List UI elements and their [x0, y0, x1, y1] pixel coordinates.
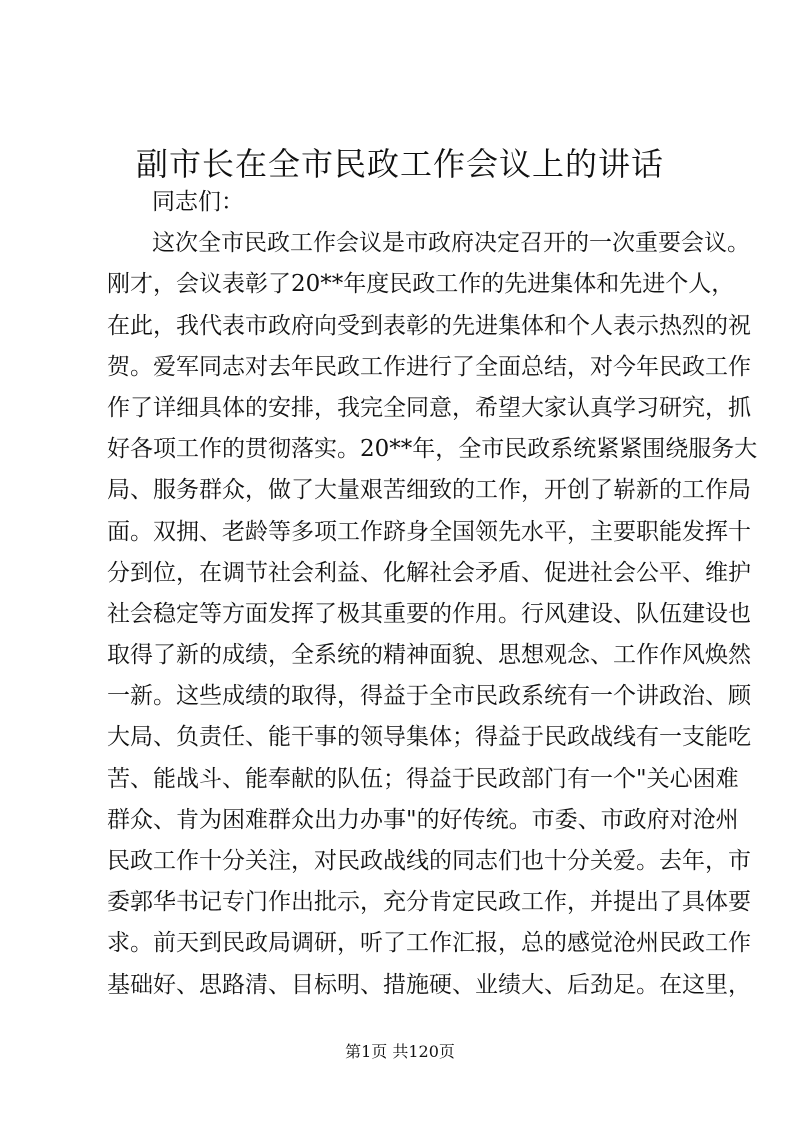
salutation-line: 同志们： — [152, 189, 244, 215]
body-line: 基础好、思路清、目标明、措施硬、业绩大、后劲足。在这里， — [107, 971, 751, 998]
body-line: 分到位，在调节社会利益、化解社会矛盾、促进社会公平、维护 — [107, 559, 751, 586]
body-line: 好各项工作的贯彻落实。20**年，全市民政系统紧紧围绕服务大 — [107, 436, 758, 463]
document-body — [0, 182, 800, 1006]
body-line: 局、服务群众，做了大量艰苦细致的工作，开创了崭新的工作局 — [107, 477, 751, 504]
page-number-footer: 第1页 共120页 — [345, 1042, 455, 1061]
body-line: 求。前天到民政局调研，听了工作汇报，总的感觉沧州民政工作 — [107, 930, 751, 957]
body-line: 作了详细具体的安排，我完全同意，希望大家认真学习研究，抓 — [107, 394, 751, 421]
body-line: 在此，我代表市政府向受到表彰的先进集体和个人表示热烈的祝 — [107, 312, 751, 339]
body-line: 大局、负责任、能干事的领导集体；得益于民政战线有一支能吃 — [107, 724, 751, 751]
body-line: 苦、能战斗、能奉献的队伍；得益于民政部门有一个"关心困难 — [107, 765, 739, 792]
body-line: 刚才，会议表彰了20**年度民政工作的先进集体和先进个人， — [107, 271, 735, 298]
body-line: 面。双拥、老龄等多项工作跻身全国领先水平，主要职能发挥十 — [107, 518, 751, 545]
body-line: 社会稳定等方面发挥了极其重要的作用。行风建设、队伍建设也 — [107, 600, 751, 627]
body-line: 取得了新的成绩，全系统的精神面貌、思想观念、工作作风焕然 — [107, 642, 751, 669]
body-line: 群众、肯为困难群众出力办事"的好传统。市委、市政府对沧州 — [107, 806, 739, 833]
document-title: 副市长在全市民政工作会议上的讲话 — [135, 145, 664, 183]
body-line: 这次全市民政工作会议是市政府决定召开的一次重要会议。 — [152, 230, 750, 257]
body-line: 贺。爱军同志对去年民政工作进行了全面总结，对今年民政工作 — [107, 353, 751, 380]
body-line: 一新。这些成绩的取得，得益于全市民政系统有一个讲政治、顾 — [107, 683, 751, 710]
body-line: 委郭华书记专门作出批示，充分肯定民政工作，并提出了具体要 — [107, 889, 751, 916]
body-line: 民政工作十分关注，对民政战线的同志们也十分关爱。去年，市 — [107, 848, 751, 874]
